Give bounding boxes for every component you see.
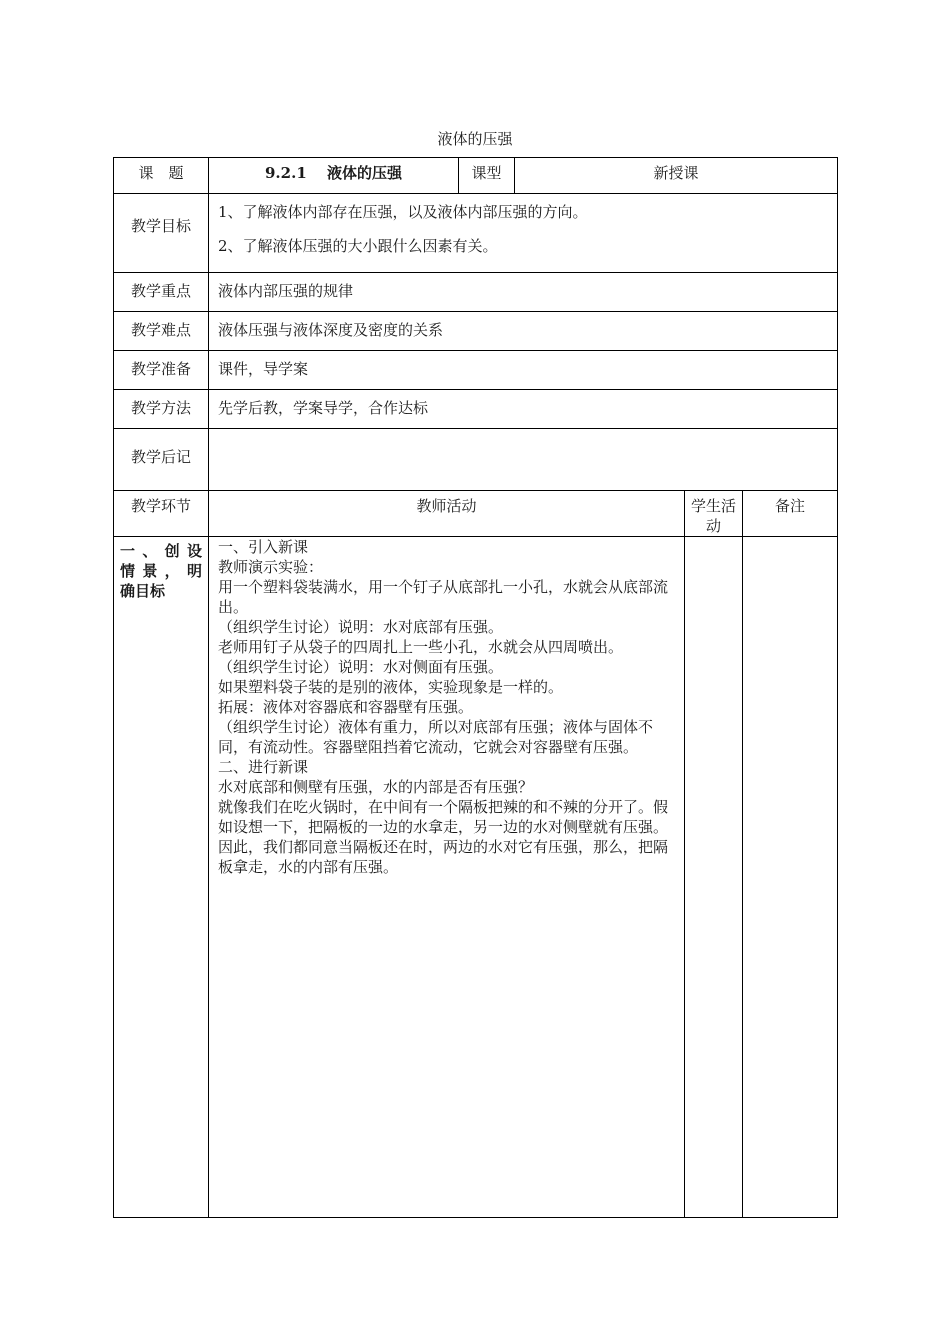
col-teacher: 教师活动 — [209, 491, 685, 537]
stage1-remark — [743, 537, 838, 1218]
type-label: 课型 — [459, 158, 515, 194]
difficult-value: 液体压强与液体深度及密度的关系 — [209, 312, 838, 351]
stage1-student-activity — [685, 537, 743, 1218]
topic-value: 9.2.1 液体的压强 — [209, 158, 459, 194]
topic-row — [114, 158, 838, 194]
difficult-row — [114, 312, 838, 351]
prep-value: 课件，导学案 — [209, 351, 838, 390]
page-title: 液体的压强 — [437, 130, 513, 148]
method-value: 先学后教，学案导学，合作达标 — [209, 390, 838, 429]
columns-header-row — [114, 491, 838, 537]
prep-label: 教学准备 — [114, 351, 209, 390]
stage1-label-line: 确目标 — [120, 582, 166, 600]
key-value: 液体内部压强的规律 — [209, 273, 838, 312]
stage1-label — [114, 537, 209, 1218]
goal-item: 2、了解液体压强的大小跟什么因素有关。 — [218, 237, 498, 255]
topic-label: 课 题 — [114, 158, 209, 194]
key-row — [114, 273, 838, 312]
stage1-label-line: 情景，明 — [120, 562, 202, 580]
notes-label: 教学后记 — [114, 429, 209, 491]
notes-row — [114, 429, 838, 491]
lesson-plan-table — [113, 157, 838, 1218]
stage1-row — [114, 537, 838, 1218]
stage1-label-line: 一、创设 — [120, 542, 202, 560]
col-stage: 教学环节 — [114, 491, 209, 537]
method-row — [114, 390, 838, 429]
goals-row — [114, 194, 838, 273]
method-label: 教学方法 — [114, 390, 209, 429]
notes-value — [209, 429, 838, 491]
goal-item: 1、了解液体内部存在压强，以及液体内部压强的方向。 — [218, 203, 588, 221]
prep-row — [114, 351, 838, 390]
goals-cell — [209, 194, 838, 273]
difficult-label: 教学难点 — [114, 312, 209, 351]
type-value: 新授课 — [515, 158, 838, 194]
goals-label: 教学目标 — [114, 194, 209, 273]
col-remark: 备注 — [743, 491, 838, 537]
stage1-teacher-activity: 一、引入新课 教师演示实验： 用一个塑料袋装满水，用一个钉子从底部扎一小孔，水就会从底部流出。 （组织学生讨论）说明：水对底部有压强。 老师用钉子从袋子的四周扎上一些小孔，水就会从四周喷出。 （组织学生讨论）说明：水对侧面有压强。 如果塑料袋子装的是别的液体，实验现象是一样的。 拓展：液体对容器底和容器壁有压强。 （组织学生讨论）液体有重力，所以对底部有压强；液体与固体不同，有流动性。容器壁阻挡着它流动，它就会对容器壁有压强。 二、进行新课 水对底部和侧壁有压强，水的内部是否有压强？ 就像我们在吃火锅时，在中间有一个隔板把辣的和不辣的分开了。假如设想一下，把隔板的一边的水拿走，另一边的水对侧壁就有压强。因此，我们都同意当隔板还在时，两边的水对它有压强，那么，把隔板拿走，水的内部有压强。 — [209, 537, 685, 1218]
col-student: 学生活动 — [685, 491, 743, 537]
key-label: 教学重点 — [114, 273, 209, 312]
